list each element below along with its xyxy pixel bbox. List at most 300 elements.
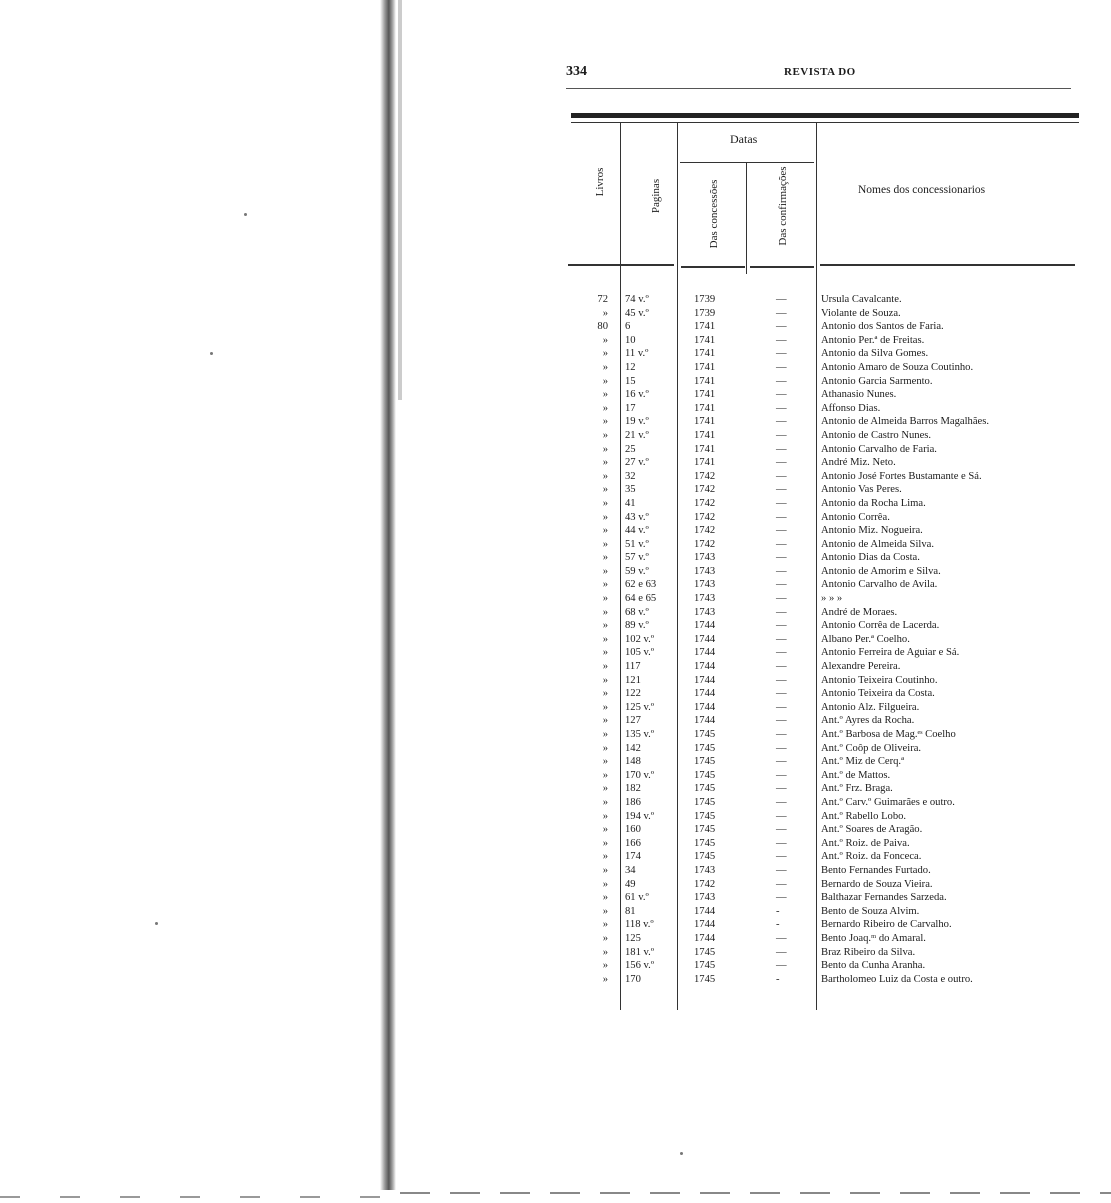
cell-concessao: 1744 — [694, 674, 716, 686]
cell-livro: » — [602, 960, 608, 972]
cell-nome: Antonio Amaro de Souza Coutinho. — [821, 361, 974, 373]
cell-pagina: 174 — [625, 851, 641, 863]
cell-concessao: 1742 — [694, 511, 716, 523]
cell-nome: Antonio Teixeira Coutinho. — [821, 674, 938, 686]
cell-livro: » — [602, 348, 608, 360]
cell-livro: » — [602, 973, 608, 985]
cell-pagina: 15 — [625, 375, 636, 387]
header-bottom-rule — [820, 264, 1075, 266]
cell-livro: » — [602, 429, 608, 441]
table-row — [566, 742, 1086, 756]
cell-pagina: 186 — [625, 796, 641, 808]
table-row — [566, 687, 1086, 701]
cell-confirmacao: — — [776, 565, 787, 577]
cell-pagina: 125 — [625, 932, 641, 944]
cell-confirmacao: — — [776, 756, 787, 768]
cell-concessao: 1745 — [694, 729, 716, 740]
cell-nome: Antonio de Amorim e Silva. — [821, 565, 941, 577]
cell-concessao: 1744 — [694, 688, 716, 700]
scan-gutter-shadow — [398, 0, 402, 400]
cell-concessao: 1742 — [694, 525, 716, 537]
cell-concessao: 1745 — [694, 851, 716, 863]
cell-confirmacao: — — [776, 361, 787, 373]
cell-livro: » — [602, 701, 608, 713]
cell-nome: Ant.º Frz. Braga. — [821, 783, 893, 795]
table-row — [566, 782, 1086, 796]
table-row — [566, 415, 1086, 429]
cell-concessao: 1743 — [694, 892, 716, 904]
cell-nome: Albano Per.ª Coelho. — [821, 633, 910, 645]
table-row — [566, 429, 1086, 443]
header-bottom-rule — [568, 264, 674, 266]
cell-livro: » — [602, 674, 608, 686]
cell-livro: » — [602, 661, 608, 673]
cell-livro: 80 — [597, 321, 608, 333]
cell-confirmacao: - — [776, 905, 780, 917]
cell-concessao: 1742 — [694, 484, 716, 496]
cell-concessao: 1741 — [694, 402, 716, 414]
table-row — [566, 361, 1086, 375]
cell-nome: Ant.º Rabello Lobo. — [821, 810, 907, 822]
cell-nome: Antonio Corrêa de Lacerda. — [821, 620, 940, 632]
cell-concessao: 1744 — [694, 715, 716, 727]
page-header — [566, 60, 1078, 86]
cell-nome: Antonio de Almeida Barros Magalhães. — [821, 416, 989, 428]
table-row — [566, 796, 1086, 810]
cell-confirmacao: — — [776, 729, 787, 740]
header-livros: Livros — [594, 167, 606, 197]
cell-confirmacao: — — [776, 538, 787, 550]
table-row — [566, 551, 1086, 565]
cell-pagina: 127 — [625, 715, 641, 727]
cell-concessao: 1743 — [694, 552, 716, 564]
cell-nome: Antonio Ferreira de Aguiar e Sá. — [821, 647, 960, 659]
cell-nome: Ant.º Roiz. da Fonceca. — [821, 851, 922, 863]
cell-nome: Bento Joaq.ᵐ do Amaral. — [821, 932, 926, 944]
cell-concessao: 1743 — [694, 579, 716, 591]
cell-livro: » — [602, 334, 608, 346]
cell-concessao: 1744 — [694, 620, 716, 632]
cell-pagina: 181 v.º — [625, 946, 655, 958]
cell-concessao: 1741 — [694, 375, 716, 387]
cell-confirmacao: — — [776, 810, 787, 822]
cell-livro: » — [602, 688, 608, 700]
cell-concessao: 1741 — [694, 429, 716, 441]
cell-livro: » — [602, 361, 608, 373]
cell-confirmacao: — — [776, 375, 787, 387]
cell-pagina: 117 — [625, 661, 641, 673]
cell-livro: » — [602, 552, 608, 564]
cell-confirmacao: — — [776, 321, 787, 333]
cell-confirmacao: — — [776, 620, 787, 632]
table-row — [566, 646, 1086, 660]
table-row — [566, 660, 1086, 674]
cell-pagina: 156 v.º — [625, 960, 655, 972]
header-nomes: Nomes dos concessionarios — [858, 184, 986, 196]
cell-pagina: 122 — [625, 688, 641, 700]
cell-nome: Antonio de Castro Nunes. — [821, 429, 932, 441]
cell-confirmacao: — — [776, 402, 787, 414]
cell-pagina: 49 — [625, 878, 636, 890]
cell-livro: » — [602, 932, 608, 944]
cell-pagina: 62 e 63 — [625, 579, 657, 591]
cell-nome: Antonio Corrêa. — [821, 511, 890, 523]
cell-pagina: 194 v.º — [625, 810, 655, 822]
cell-confirmacao: — — [776, 348, 787, 360]
cell-concessao: 1741 — [694, 361, 716, 373]
cell-concessao: 1744 — [694, 932, 716, 944]
cell-livro: » — [602, 593, 608, 605]
table-row — [566, 538, 1086, 552]
cell-confirmacao: - — [776, 919, 780, 931]
cell-nome: Balthazar Fernandes Sarzeda. — [821, 892, 947, 904]
table-row — [566, 443, 1086, 457]
cell-livro: » — [602, 878, 608, 890]
cell-nome: Violante de Souza. — [821, 307, 901, 319]
cell-livro: » — [602, 851, 608, 863]
header-paginas: Paginas — [650, 178, 662, 214]
cell-concessao: 1742 — [694, 470, 716, 482]
header-rule — [566, 88, 1071, 89]
cell-pagina: 68 v.º — [625, 606, 649, 618]
table-row — [566, 334, 1086, 348]
table-row — [566, 755, 1086, 769]
cell-livro: » — [602, 375, 608, 387]
cell-livro: » — [602, 892, 608, 904]
cell-pagina: 182 — [625, 783, 641, 795]
table-row — [566, 674, 1086, 688]
scan-speck — [680, 1152, 683, 1155]
cell-confirmacao: — — [776, 674, 787, 686]
cell-livro: » — [602, 837, 608, 849]
table-row — [566, 959, 1086, 973]
cell-nome: Ant.º Barbosa de Mag.ᵉˢ Coelho — [821, 729, 956, 740]
table-row — [566, 592, 1086, 606]
cell-pagina: 170 — [625, 973, 641, 985]
cell-livro: » — [602, 756, 608, 768]
table-row — [566, 973, 1086, 987]
cell-concessao: 1741 — [694, 457, 716, 469]
cell-livro: » — [602, 606, 608, 618]
cell-livro: » — [602, 946, 608, 958]
cell-pagina: 59 v.º — [625, 565, 649, 577]
cell-confirmacao: — — [776, 484, 787, 496]
cell-concessao: 1742 — [694, 497, 716, 509]
cell-nome: Antonio Per.ª de Freitas. — [821, 334, 925, 346]
cell-livro: » — [602, 715, 608, 727]
cell-nome: Antonio Garcia Sarmento. — [821, 375, 933, 387]
cell-pagina: 25 — [625, 443, 636, 455]
cell-livro: » — [602, 511, 608, 523]
cell-concessao: 1745 — [694, 742, 716, 754]
cell-nome: Alexandre Pereira. — [821, 661, 901, 673]
cell-nome: Antonio Carvalho de Avila. — [821, 579, 938, 591]
cell-concessao: 1744 — [694, 919, 716, 931]
cell-nome: Antonio José Fortes Bustamante e Sá. — [821, 470, 982, 482]
table-row — [566, 565, 1086, 579]
table-row — [566, 511, 1086, 525]
table-row — [566, 470, 1086, 484]
cell-nome: Antonio dos Santos de Faria. — [821, 321, 944, 333]
cell-livro: » — [602, 443, 608, 455]
cell-concessao: 1745 — [694, 810, 716, 822]
cell-pagina: 121 — [625, 674, 641, 686]
cell-pagina: 64 e 65 — [625, 593, 657, 605]
cell-confirmacao: — — [776, 851, 787, 863]
cell-pagina: 44 v.º — [625, 525, 649, 537]
table-row — [566, 619, 1086, 633]
cell-concessao: 1744 — [694, 633, 716, 645]
cell-pagina: 32 — [625, 470, 636, 482]
cell-concessao: 1745 — [694, 837, 716, 849]
cell-concessao: 1745 — [694, 756, 716, 768]
cell-confirmacao: — — [776, 932, 787, 944]
cell-concessao: 1742 — [694, 538, 716, 550]
table-row — [566, 946, 1086, 960]
table-row — [566, 402, 1086, 416]
cell-livro: » — [602, 620, 608, 632]
table-row — [566, 850, 1086, 864]
cell-pagina: 21 v.º — [625, 429, 649, 441]
running-title: REVISTA DO — [784, 66, 856, 78]
cell-nome: André Miz. Neto. — [821, 457, 896, 469]
cell-pagina: 160 — [625, 824, 641, 836]
cell-livro: » — [602, 810, 608, 822]
cell-pagina: 35 — [625, 484, 636, 496]
cell-concessao: 1744 — [694, 905, 716, 917]
cell-nome: Ant.º Soares de Aragão. — [821, 824, 923, 836]
cell-confirmacao: — — [776, 742, 787, 754]
cell-nome: Antonio Teixeira da Costa. — [821, 688, 935, 700]
cell-confirmacao: — — [776, 783, 787, 795]
cell-concessao: 1741 — [694, 416, 716, 428]
cell-confirmacao: — — [776, 878, 787, 890]
table-row — [566, 701, 1086, 715]
cell-nome: Ant.º Coôp de Oliveira. — [821, 742, 922, 754]
cell-pagina: 6 — [625, 321, 631, 333]
cell-pagina: 61 v.º — [625, 892, 649, 904]
table-row — [566, 905, 1086, 919]
table-row — [566, 456, 1086, 470]
table-row — [566, 891, 1086, 905]
cell-nome: Antonio da Silva Gomes. — [821, 348, 929, 360]
table-row — [566, 769, 1086, 783]
table-row — [566, 307, 1086, 321]
column-rule — [746, 162, 747, 274]
cell-livro: » — [602, 633, 608, 645]
cell-confirmacao: — — [776, 457, 787, 469]
cell-concessao: 1744 — [694, 661, 716, 673]
cell-pagina: 45 v.º — [625, 307, 649, 319]
cell-concessao: 1741 — [694, 321, 716, 333]
cell-nome: Affonso Dias. — [821, 402, 881, 414]
table-row — [566, 714, 1086, 728]
cell-nome: Antonio Miz. Nogueira. — [821, 525, 923, 537]
table-body — [566, 293, 1086, 986]
cell-livro: » — [602, 416, 608, 428]
cell-livro: » — [602, 538, 608, 550]
table-row — [566, 864, 1086, 878]
cell-pagina: 43 v.º — [625, 511, 649, 523]
header-das-confirmacoes: Das confirmações — [777, 166, 789, 246]
cell-confirmacao: — — [776, 307, 787, 319]
cell-pagina: 57 v.º — [625, 552, 649, 564]
cell-concessao: 1741 — [694, 348, 716, 360]
cell-pagina: 81 — [625, 905, 636, 917]
cell-livro: » — [602, 470, 608, 482]
cell-confirmacao: — — [776, 688, 787, 700]
cell-nome: Bento da Cunha Aranha. — [821, 960, 926, 972]
cell-livro: » — [602, 919, 608, 931]
cell-confirmacao: — — [776, 416, 787, 428]
cell-pagina: 11 v.º — [625, 348, 649, 360]
cell-nome: Antonio da Rocha Lima. — [821, 497, 926, 509]
cell-livro: » — [602, 783, 608, 795]
cell-livro: » — [602, 457, 608, 469]
table-row — [566, 728, 1086, 742]
cell-livro: » — [602, 729, 608, 740]
cell-pagina: 148 — [625, 756, 641, 768]
cell-confirmacao: — — [776, 334, 787, 346]
cell-livro: » — [602, 824, 608, 836]
cell-confirmacao: — — [776, 443, 787, 455]
cell-nome: Antonio Dias da Costa. — [821, 552, 920, 564]
table-row — [566, 823, 1086, 837]
cell-pagina: 105 v.º — [625, 647, 655, 659]
cell-pagina: 125 v.º — [625, 701, 655, 713]
table-row — [566, 320, 1086, 334]
cell-confirmacao: — — [776, 837, 787, 849]
cell-livro: » — [602, 402, 608, 414]
cell-confirmacao: — — [776, 429, 787, 441]
table-row — [566, 578, 1086, 592]
cell-confirmacao: — — [776, 579, 787, 591]
scan-speck — [210, 352, 213, 355]
cell-confirmacao: — — [776, 960, 787, 972]
cell-pagina: 17 — [625, 402, 636, 414]
cell-confirmacao: — — [776, 606, 787, 618]
cell-concessao: 1739 — [694, 307, 716, 319]
cell-confirmacao: — — [776, 946, 787, 958]
cell-confirmacao: — — [776, 511, 787, 523]
cell-nome: Braz Ribeiro da Silva. — [821, 946, 916, 958]
cell-confirmacao: — — [776, 824, 787, 836]
cell-confirmacao: — — [776, 470, 787, 482]
table-row — [566, 837, 1086, 851]
cell-confirmacao: - — [776, 973, 780, 985]
table-row — [566, 497, 1086, 511]
cell-nome: Bento Fernandes Furtado. — [821, 864, 931, 876]
table-row — [566, 918, 1086, 932]
datas-subheader-rule — [680, 162, 814, 163]
cell-confirmacao: — — [776, 552, 787, 564]
cell-nome: » » » — [821, 593, 843, 605]
cell-nome: Bento de Souza Alvim. — [821, 905, 920, 917]
cell-concessao: 1745 — [694, 796, 716, 808]
cell-concessao: 1745 — [694, 783, 716, 795]
cell-livro: » — [602, 647, 608, 659]
scan-speck — [155, 922, 158, 925]
cell-concessao: 1743 — [694, 565, 716, 577]
cell-confirmacao: — — [776, 647, 787, 659]
cell-pagina: 51 v.º — [625, 538, 649, 550]
table-row — [566, 388, 1086, 402]
header-datas: Datas — [730, 132, 758, 146]
cell-livro: » — [602, 565, 608, 577]
cell-nome: Bernardo Ribeiro de Carvalho. — [821, 919, 952, 931]
cell-confirmacao: — — [776, 661, 787, 673]
table-top-thick-rule — [571, 113, 1079, 118]
cell-nome: André de Moraes. — [821, 606, 898, 618]
cell-livro: » — [602, 579, 608, 591]
cell-concessao: 1741 — [694, 389, 716, 401]
cell-livro: » — [602, 864, 608, 876]
table-row — [566, 810, 1086, 824]
cell-confirmacao: — — [776, 701, 787, 713]
cell-nome: Antonio de Almeida Silva. — [821, 538, 934, 550]
cell-pagina: 102 v.º — [625, 633, 655, 645]
cell-concessao: 1744 — [694, 647, 716, 659]
cell-concessao: 1745 — [694, 973, 716, 985]
cell-livro: » — [602, 905, 608, 917]
cell-confirmacao: — — [776, 715, 787, 727]
cell-nome: Ant.º Ayres da Rocha. — [821, 715, 915, 727]
cell-confirmacao: — — [776, 593, 787, 605]
scan-speck — [244, 213, 247, 216]
table-row — [566, 347, 1086, 361]
table-row — [566, 483, 1086, 497]
cell-concessao: 1745 — [694, 824, 716, 836]
cell-concessao: 1745 — [694, 960, 716, 972]
cell-concessao: 1743 — [694, 864, 716, 876]
cell-pagina: 41 — [625, 497, 636, 509]
cell-pagina: 34 — [625, 864, 636, 876]
scan-bottom-edge-left — [0, 1196, 380, 1198]
table-row — [566, 524, 1086, 538]
cell-pagina: 135 v.º — [625, 729, 655, 740]
cell-livro: » — [602, 307, 608, 319]
scan-gutter — [380, 0, 396, 1190]
cell-pagina: 12 — [625, 361, 636, 373]
cell-concessao: 1745 — [694, 946, 716, 958]
cell-pagina: 74 v.º — [625, 294, 649, 305]
cell-confirmacao: — — [776, 525, 787, 537]
cell-nome: Ursula Cavalcante. — [821, 294, 902, 305]
cell-livro: » — [602, 389, 608, 401]
cell-livro: » — [602, 769, 608, 781]
cell-concessao: 1741 — [694, 443, 716, 455]
cell-pagina: 89 v.º — [625, 620, 649, 632]
header-bottom-rule — [750, 266, 814, 268]
cell-nome: Ant.º Roiz. de Paiva. — [821, 837, 910, 849]
cell-livro: » — [602, 484, 608, 496]
cell-confirmacao: — — [776, 389, 787, 401]
cell-pagina: 27 v.º — [625, 457, 649, 469]
table-row — [566, 633, 1086, 647]
table-row — [566, 606, 1086, 620]
scan-bottom-edge — [400, 1192, 1111, 1194]
cell-pagina: 19 v.º — [625, 416, 649, 428]
cell-livro: 72 — [597, 294, 608, 305]
cell-pagina: 166 — [625, 837, 641, 849]
table-top-thin-rule — [571, 122, 1079, 123]
cell-concessao: 1743 — [694, 606, 716, 618]
table-row — [566, 878, 1086, 892]
cell-concessao: 1739 — [694, 294, 716, 305]
header-bottom-rule — [681, 266, 745, 268]
cell-nome: Bernardo de Souza Vieira. — [821, 878, 933, 890]
cell-pagina: 142 — [625, 742, 641, 754]
